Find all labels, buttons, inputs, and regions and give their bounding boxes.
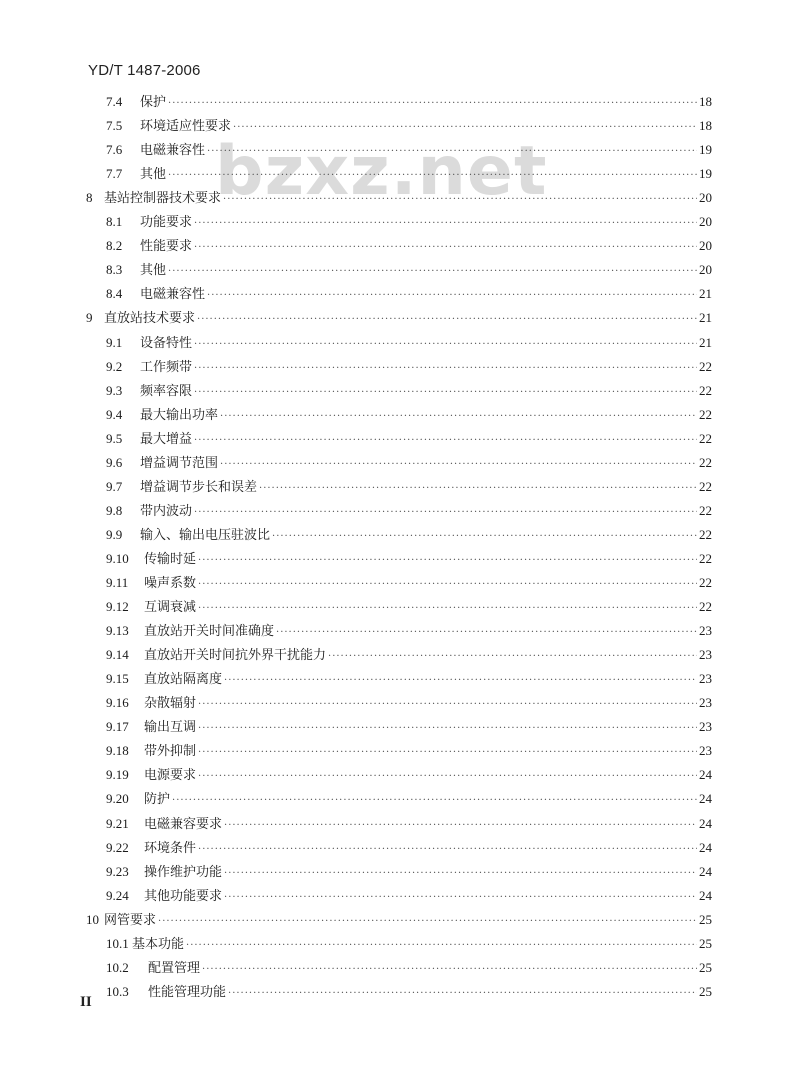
toc-entry-page: 22 [699,478,712,494]
toc-entry-line [144,571,712,597]
toc-entry [0,908,800,932]
toc-entry-page: 22 [699,502,712,518]
toc-entry-number: 8.2 [106,238,123,254]
toc-entry-line [144,547,712,573]
toc-entry-line [140,451,712,477]
toc-entry [0,932,800,956]
toc-entry-number: 9.4 [106,406,123,422]
toc-entry-page: 25 [699,911,712,927]
toc-entry-page: 24 [699,791,712,807]
toc-entry [0,956,800,980]
toc-entry-title: 增益调节范围 [140,455,219,471]
toc-entry-title: 设备特性 [140,335,193,351]
toc-entry-number: 9.16 [106,695,129,711]
toc-entry-number: 8 [86,190,93,206]
toc-entry [0,595,800,619]
toc-leader-dots [224,669,697,693]
toc-entry-page: 20 [699,238,712,254]
toc-entry [0,306,800,330]
toc-leader-dots [198,741,697,765]
toc-leader-dots [194,357,697,381]
toc-entry-page: 19 [699,166,712,182]
toc-entry-line [140,210,712,236]
toc-leader-dots [197,308,697,332]
toc-entry-page: 25 [699,959,712,975]
toc-entry-line [144,643,712,669]
toc-leader-dots [198,717,697,741]
toc-entry-number: 9.13 [106,623,129,639]
toc-entry [0,812,800,836]
toc-entry-title: 防护 [144,792,171,808]
toc-entry-title: 其他 [140,263,167,279]
toc-entry-number: 9.19 [106,767,129,783]
toc-entry-line [140,138,712,164]
toc-entry-number: 9.12 [106,599,129,615]
toc-entry-number: 8.3 [106,262,123,278]
toc-entry-line [140,114,712,140]
toc-entry-title: 操作维护功能 [144,864,223,880]
toc-entry-page: 23 [699,671,712,687]
toc-leader-dots [168,92,697,116]
toc-entry-title: 输出互调 [144,720,197,736]
toc-entry-page: 24 [699,887,712,903]
toc-leader-dots [194,212,697,236]
toc-leader-dots [228,982,697,1006]
toc-entry-line [144,667,712,693]
toc-entry [0,571,800,595]
toc-entry-number: 9.14 [106,647,129,663]
toc-leader-dots [276,621,697,645]
toc-leader-dots [259,477,697,501]
toc-entry-title: 环境条件 [144,840,197,856]
toc-entry [0,186,800,210]
toc-entry-line [140,523,712,549]
toc-entry-line [144,787,712,813]
toc-entry-line [144,619,712,645]
toc-entry-number: 9 [86,310,93,326]
toc-entry [0,763,800,787]
toc-entry-title: 电磁兼容性 [140,143,206,159]
toc-entry-page: 22 [699,454,712,470]
toc-entry-page: 24 [699,815,712,831]
toc-entry-title: 电磁兼容要求 [144,816,223,832]
toc-leader-dots [158,910,697,934]
toc-leader-dots [194,236,697,260]
toc-leader-dots [198,693,697,717]
toc-entry [0,619,800,643]
toc-entry-number: 10.2 [106,959,129,975]
toc-entry-number: 7.4 [106,94,123,109]
toc-entry-line [140,355,712,381]
toc-entry-page: 22 [699,358,712,374]
toc-entry-page: 22 [699,575,712,590]
toc-entry-number: 9.17 [106,719,129,735]
toc-entry-title: 增益调节步长和误差 [140,479,258,495]
toc-entry-number: 9.5 [106,430,123,446]
document-code: YD/T 1487-2006 [88,62,201,79]
toc-entry-title: 网管要求 [104,912,157,928]
toc-leader-dots [224,862,697,886]
toc-entry-line [144,836,712,862]
toc-leader-dots [168,260,697,284]
toc-leader-dots [198,573,697,597]
toc-entry [0,138,800,162]
toc-entry [0,787,800,811]
toc-entry-line [144,595,712,621]
toc-entry-line [140,282,712,308]
toc-entry-page: 22 [699,599,712,615]
toc-entry-number: 9.11 [106,575,129,590]
toc-entry-title: 保护 [140,95,167,110]
toc-entry-page: 18 [699,94,712,109]
toc-entry [0,403,800,427]
toc-entry [0,836,800,860]
toc-entry-line [148,980,712,1006]
toc-entry-number: 9.9 [106,526,123,542]
toc-entry-page: 21 [699,286,712,302]
toc-entry-line [104,186,712,212]
toc-entry-page: 24 [699,839,712,855]
toc-entry-title: 配置管理 [148,960,201,976]
toc-entry-number: 9.10 [106,550,129,566]
toc-entry-page: 19 [699,142,712,158]
toc-entry-number: 9.3 [106,382,123,398]
toc-entry [0,980,800,1004]
toc-entry-title: 工作频带 [140,359,193,375]
toc-entry-number: 10 [86,911,99,927]
toc-leader-dots [198,597,697,621]
toc-entry-title: 带内波动 [140,503,193,519]
page-number: II [80,994,92,1010]
toc-entry-line [144,739,712,765]
toc-entry-line [140,162,712,188]
toc-leader-dots [186,934,697,958]
toc-leader-dots [233,116,697,140]
toc-entry-title: 性能管理功能 [148,984,227,1000]
toc-leader-dots [172,789,697,813]
toc-entry-title: 其他功能要求 [144,888,223,904]
toc-leader-dots [198,549,697,573]
toc-entry-number: 7.5 [106,118,123,134]
toc-entry-title: 传输时延 [144,551,197,567]
toc-entry-title: 功能要求 [140,215,193,231]
toc-leader-dots [207,284,697,308]
toc-entry-page: 22 [699,430,712,446]
toc-entry-line [140,475,712,501]
toc-entry-number: 9.1 [106,334,123,350]
toc-entry-title: 直放站技术要求 [104,311,196,327]
toc-entry-page: 22 [699,406,712,422]
toc-entry-number: 9.23 [106,863,129,879]
toc-entry-title: 噪声系数 [144,576,197,591]
toc-entry-number: 9.18 [106,743,129,759]
toc-entry-page: 20 [699,262,712,278]
toc-entry-number: 9.22 [106,839,129,855]
toc-entry-line [140,403,712,429]
toc-leader-dots [224,886,697,910]
toc-entry [0,258,800,282]
toc-entry-title: 输入、输出电压驻波比 [140,527,271,543]
toc-entry-page: 23 [699,695,712,711]
toc-entry-page: 22 [699,550,712,566]
toc-entry-number: 7.7 [106,166,123,182]
toc-entry-line [140,234,712,260]
toc-entry-page: 20 [699,190,712,206]
toc-entry-page: 23 [699,743,712,759]
toc-entry-line [140,331,712,357]
toc-entry-page: 25 [699,935,712,951]
toc-entry-title: 电磁兼容性 [140,287,206,303]
toc-entry [0,547,800,571]
toc-leader-dots [220,405,697,429]
toc-entry-title: 基站控制器技术要求 [104,191,222,207]
toc-entry-line [148,956,712,982]
toc-leader-dots [198,765,697,789]
toc-entry [0,210,800,234]
toc-entry-page: 21 [699,310,712,326]
toc-entry [0,715,800,739]
toc-entry [0,667,800,691]
toc-entry [0,691,800,715]
toc-entry [0,523,800,547]
toc-entry-title: 电源要求 [144,768,197,784]
toc-entry-number: 10.3 [106,983,129,999]
toc-entry-line [144,812,712,838]
toc-entry [0,884,800,908]
toc-leader-dots [168,164,697,188]
toc-entry-number: 9.7 [106,478,123,494]
toc-entry-number: 9.21 [106,815,129,831]
toc-entry-line [140,499,712,525]
toc-entry-page: 23 [699,719,712,735]
toc-entry-number: 9.15 [106,671,129,687]
toc-entry-page: 22 [699,526,712,542]
toc-entry [0,860,800,884]
toc-entry-number: 9.20 [106,791,129,807]
toc-entry [0,739,800,763]
toc-leader-dots [223,188,697,212]
toc-entry [0,427,800,451]
toc-entry-line [104,306,712,332]
toc-leader-dots [328,645,697,669]
toc-entry-page: 24 [699,863,712,879]
toc-leader-dots [224,814,697,838]
toc-entry-title: 直放站开关时间准确度 [144,624,275,640]
toc-entry [0,499,800,523]
toc-entry-line [140,427,712,453]
toc-entry-page: 23 [699,647,712,663]
toc-entry-number: 10.1 [106,935,129,951]
toc-entry [0,331,800,355]
toc-entry-number: 8.4 [106,286,123,302]
toc-entry-title: 直放站隔离度 [144,672,223,688]
toc-entry-line [132,932,712,958]
toc-entry [0,90,800,114]
toc-entry-title: 互调衰减 [144,600,197,616]
toc-leader-dots [202,958,697,982]
toc-entry-title: 基本功能 [132,936,185,952]
toc-entry-page: 23 [699,623,712,639]
toc-entry-number: 9.2 [106,358,123,374]
toc-entry-line [104,908,712,934]
toc-leader-dots [194,429,697,453]
toc-entry-line [140,258,712,284]
toc-entry-title: 频率容限 [140,383,193,399]
toc-entry-title: 杂散辐射 [144,696,197,712]
toc-leader-dots [194,501,697,525]
toc-entry [0,114,800,138]
toc-leader-dots [194,381,697,405]
toc-leader-dots [272,525,697,549]
toc-entry-title: 直放站开关时间抗外界干扰能力 [144,648,327,664]
toc-entry-page: 20 [699,214,712,230]
toc-entry-line [144,763,712,789]
toc-entry-line [144,691,712,717]
toc-entry [0,355,800,379]
toc-leader-dots [194,333,697,357]
toc-leader-dots [207,140,697,164]
toc-entry-number: 9.8 [106,502,123,518]
toc-entry [0,379,800,403]
toc-entry-page: 25 [699,983,712,999]
toc-entry-page: 18 [699,118,712,134]
toc-entry-line [140,379,712,405]
toc-entry-title: 最大输出功率 [140,407,219,423]
toc-entry-line [144,860,712,886]
toc-leader-dots [220,453,697,477]
toc-entry-title: 环境适应性要求 [140,119,232,135]
toc-entry [0,162,800,186]
toc-entry-number: 8.1 [106,214,123,230]
toc-entry-title: 其他 [140,167,167,183]
toc-entry [0,282,800,306]
toc-entry-line [144,884,712,910]
toc-entry [0,234,800,258]
toc-leader-dots [198,838,697,862]
toc-entry [0,475,800,499]
toc-entry [0,451,800,475]
toc-entry [0,643,800,667]
toc-entry-page: 22 [699,382,712,398]
toc-entry-number: 9.24 [106,887,129,903]
watermark: bzxz.net [215,132,548,211]
toc-entry-title: 最大增益 [140,431,193,447]
toc-entry-line [140,90,712,116]
toc-entry-number: 7.6 [106,142,123,158]
toc-entry-title: 性能要求 [140,239,193,255]
toc-entry-line [144,715,712,741]
toc-entry-page: 21 [699,334,712,350]
toc-entry-page: 24 [699,767,712,783]
toc-entry-title: 带外抑制 [144,744,197,760]
toc-entry-number: 9.6 [106,454,123,470]
